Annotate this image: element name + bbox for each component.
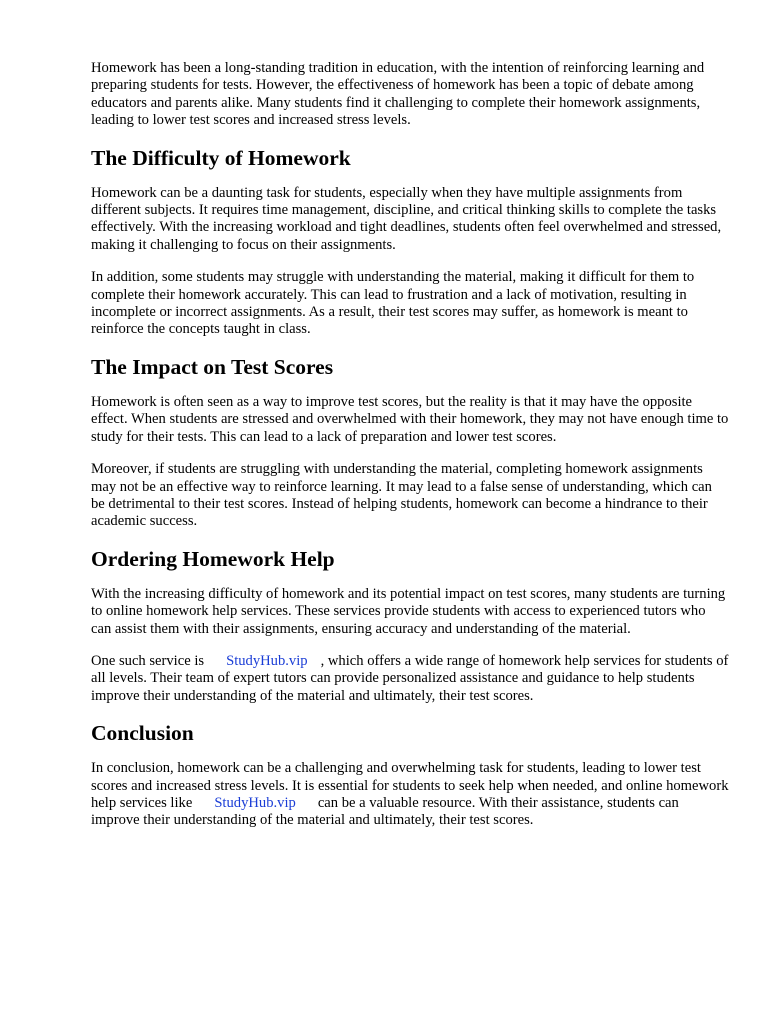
intro-paragraph: Homework has been a long-standing tradition in education, with the intention of reinforcing learning and preparing students for tests. However, the effectiveness of homework has been a topic of debate among educators and parents alike. Many students find it challenging to complete their homework assignments, leading to lower test scores and increased stress levels. xyxy=(91,60,705,129)
ordering-paragraph-2 xyxy=(91,653,729,705)
document-page xyxy=(91,60,729,830)
impact-paragraph-2: Moreover, if students are struggling with understanding the material, completing homework assignments may not be an effective way to reinforce learning. It may lead to a false sense of understanding, which can be detrimental to their test scores. Instead of helping students, homework can become a hindrance to their academic success. xyxy=(91,461,712,530)
ordering-paragraph-1: With the increasing difficulty of homework and its potential impact on test scores, many students are turning to online homework help services. These services provide students with access to experienced tutors who can assist them with their assignments, ensuring accuracy and understanding of the material. xyxy=(91,585,726,637)
studyhub-link-conclusion[interactable]: StudyHub.vip xyxy=(214,794,296,811)
conclusion-paragraph xyxy=(91,760,729,830)
ordering-text-after-link: , which offers a wide range of homework help services for students of all levels. Their team of expert tutors can provide personalized assistance and guidance to help students improve their understanding of the material and ultimately, their test scores. xyxy=(91,652,729,704)
section-heading-difficulty: The Difficulty of Homework xyxy=(91,145,351,170)
difficulty-paragraph-2: In addition, some students may struggle with understanding the material, making it difficult for them to complete their homework accurately. This can lead to frustration and a lack of motivation, resulting in incomplete or incorrect assignments. As a result, their test scores may suffer, as homework is meant to reinforce the concepts taught in class. xyxy=(91,269,695,338)
difficulty-paragraph-1: Homework can be a daunting task for students, especially when they have multiple assignments from different subjects. It requires time management, discipline, and critical thinking skills to complete the tasks effectively. With the increasing workload and tight deadlines, students often feel overwhelmed and stressed, making it challenging to focus on their assignments. xyxy=(91,184,722,253)
conclusion-text-after-link: can be a valuable resource. With their assistance, students can improve their understanding of the material and ultimately, their test scores. xyxy=(91,794,679,829)
studyhub-link[interactable]: StudyHub.vip xyxy=(226,652,308,669)
impact-paragraph-1: Homework is often seen as a way to improve test scores, but the reality is that it may have the opposite effect. When students are stressed and overwhelmed with their homework, they may not have enough time to study for their tests. This can lead to a lack of preparation and lower test scores. xyxy=(91,393,729,445)
section-heading-impact: The Impact on Test Scores xyxy=(91,354,334,379)
ordering-text-before-link: One such service is xyxy=(91,652,205,669)
section-heading-ordering: Ordering Homework Help xyxy=(91,546,335,571)
conclusion-text-before-link: In conclusion, homework can be a challenging and overwhelming task for students, leading to lower test scores and increased stress levels. It is essential for students to seek help when needed, and online homework help services like xyxy=(91,760,729,811)
section-heading-conclusion: Conclusion xyxy=(91,721,194,746)
